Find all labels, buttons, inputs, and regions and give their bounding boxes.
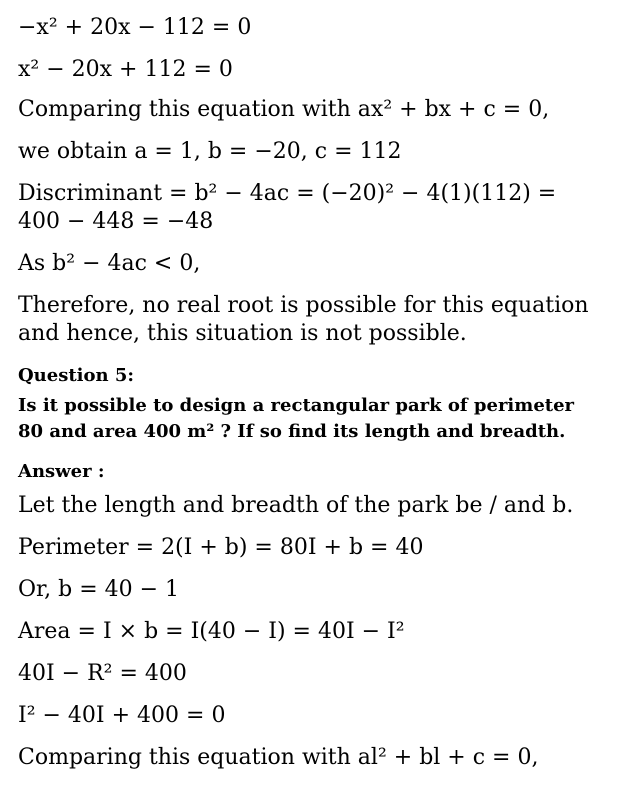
condition-line: As b² − 4ac < 0, (18, 251, 201, 276)
equation-line-1: −x² + 20x − 112 = 0 (18, 15, 252, 40)
conclusion-line-2: and hence, this situation is not possible. (18, 321, 467, 346)
question-heading: Question 5: (18, 365, 135, 386)
question-text-2: 80 and area 400 m² ? If so find its length and breadth. (18, 421, 566, 442)
answer-line-3: Or, b = 40 − 1 (18, 577, 180, 602)
answer-line-7: Comparing this equation with al² + bl + c = 0, (18, 745, 539, 770)
discriminant-line-2: 400 − 448 = −48 (18, 209, 214, 234)
conclusion-line-1: Therefore, no real root is possible for this equation (18, 293, 589, 318)
equation-line-2: x² − 20x + 112 = 0 (18, 57, 233, 82)
answer-heading: Answer : (18, 461, 105, 482)
answer-line-6: I² − 40I + 400 = 0 (18, 703, 226, 728)
answer-line-2: Perimeter = 2(I + b) = 80I + b = 40 (18, 535, 424, 560)
coefficients-line: we obtain a = 1, b = −20, c = 112 (18, 139, 402, 164)
answer-line-5: 40I − R² = 400 (18, 661, 187, 686)
answer-line-1: Let the length and breadth of the park be / and b. (18, 493, 574, 518)
comparison-line: Comparing this equation with ax² + bx + c = 0, (18, 97, 550, 122)
discriminant-line-1: Discriminant = b² − 4ac = (−20)² − 4(1)(112) = (18, 181, 557, 206)
question-text-1: Is it possible to design a rectangular park of perimeter (18, 395, 575, 416)
answer-line-4: Area = I × b = I(40 − I) = 40I − I² (18, 619, 405, 644)
